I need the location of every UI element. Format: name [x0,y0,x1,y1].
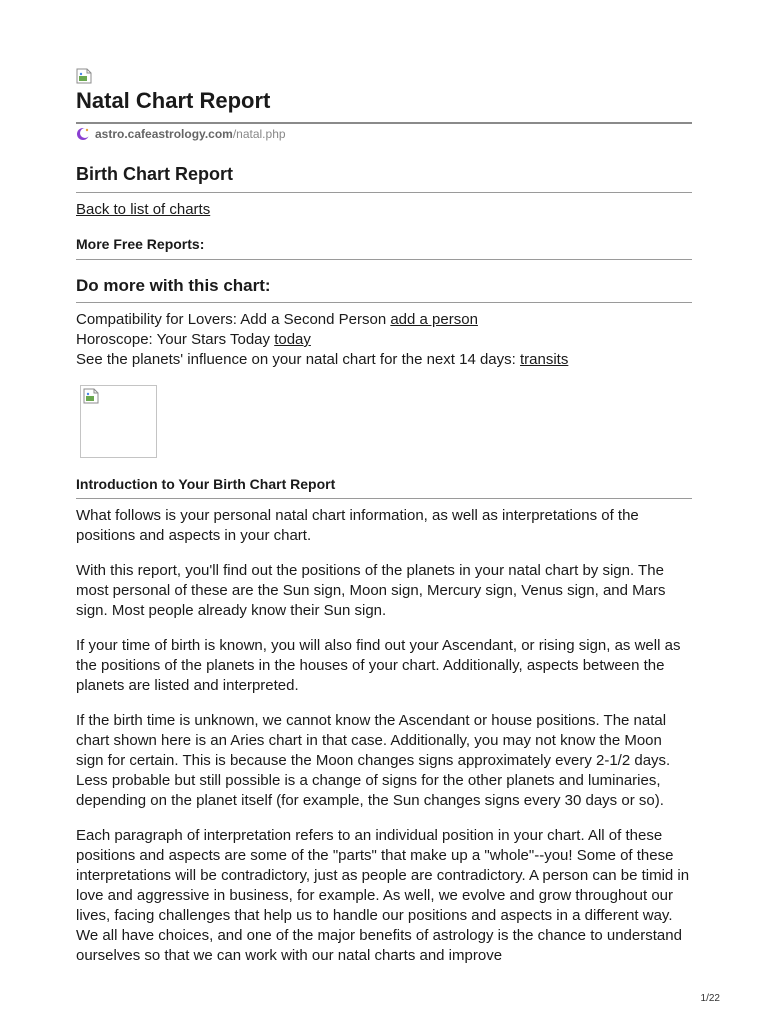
do-more-heading: Do more with this chart: [76,276,271,295]
list-item [76,310,478,330]
divider [76,259,692,260]
more-reports-heading: More Free Reports: [76,236,205,252]
cafeastrology-moon-icon [76,127,90,141]
source-url[interactable] [76,127,286,141]
add-person-link[interactable]: add a person [390,311,478,328]
back-link-row [76,200,210,220]
link-description: Horoscope: Your Stars Today [76,331,275,348]
link-description: Compatibility for Lovers: Add a Second Person [76,311,391,328]
link-description: See the planets' influence on your natal chart for the next 14 days: [76,351,520,368]
intro-paragraph: What follows is your personal natal chart information, as well as interpretations of the positions and aspects in your chart. [76,507,639,544]
intro-heading: Introduction to Your Birth Chart Report [76,476,336,492]
natal-chart-image[interactable] [80,385,157,458]
intro-paragraph: With this report, you'll find out the positions of the planets in your natal chart by sign. The most personal of these are the Sun sign, Moon sign, Mercury sign, Venus sign, and Mars sign. Most people already know their Sun sign. [76,562,666,619]
back-to-charts-link[interactable]: Back to list of charts [76,201,211,218]
intro-paragraph: If your time of birth is known, you will also find out your Ascendant, or rising sign, as well as the positions of the planets in the houses of your chart. Additionally, aspects between the planets are listed and interpreted. [76,637,681,694]
list-item [76,330,311,350]
source-path: /natal.php [232,127,286,141]
intro-paragraph: If the birth time is unknown, we cannot know the Ascendant or house positions. The natal chart shown here is an Aries chart in that case. Additionally, you may not know the Moon sign for certain. This is because the Moon changes signs approximately every 2-1/2 days. Less probable but still possible is a change of signs for the other planets and luminaries, depending on the planet itself (for example, the Sun changes signs every 30 days or so). [76,712,671,809]
divider [76,498,692,499]
intro-paragraph: Each paragraph of interpretation refers to an individual position in your chart. All of these positions and aspects are some of the "parts" that make up a "whole"--you! Some of these interpretations will be contradictory, just as people are contradictory. A person can be timid in love and aggressive in business, for example. As well, we evolve and grow throughout our lives, facing challenges that help us to handle our positions and aspects in a different way. We all have choices, and one of the major benefits of astrology is the chance to understand ourselves so that we can work with our natal charts and improve [76,827,690,964]
title-divider [76,122,692,124]
divider [76,302,692,303]
divider [76,192,692,193]
page-title: Natal Chart Report [76,88,271,113]
broken-image-icon [76,68,93,84]
birth-chart-heading: Birth Chart Report [76,164,233,184]
source-domain: astro.cafeastrology.com [95,127,233,141]
list-item [76,350,568,370]
today-link[interactable]: today [274,331,311,348]
page-number: 1/22 [700,993,720,1004]
broken-image-icon [83,388,100,404]
transits-link[interactable]: transits [519,351,569,368]
